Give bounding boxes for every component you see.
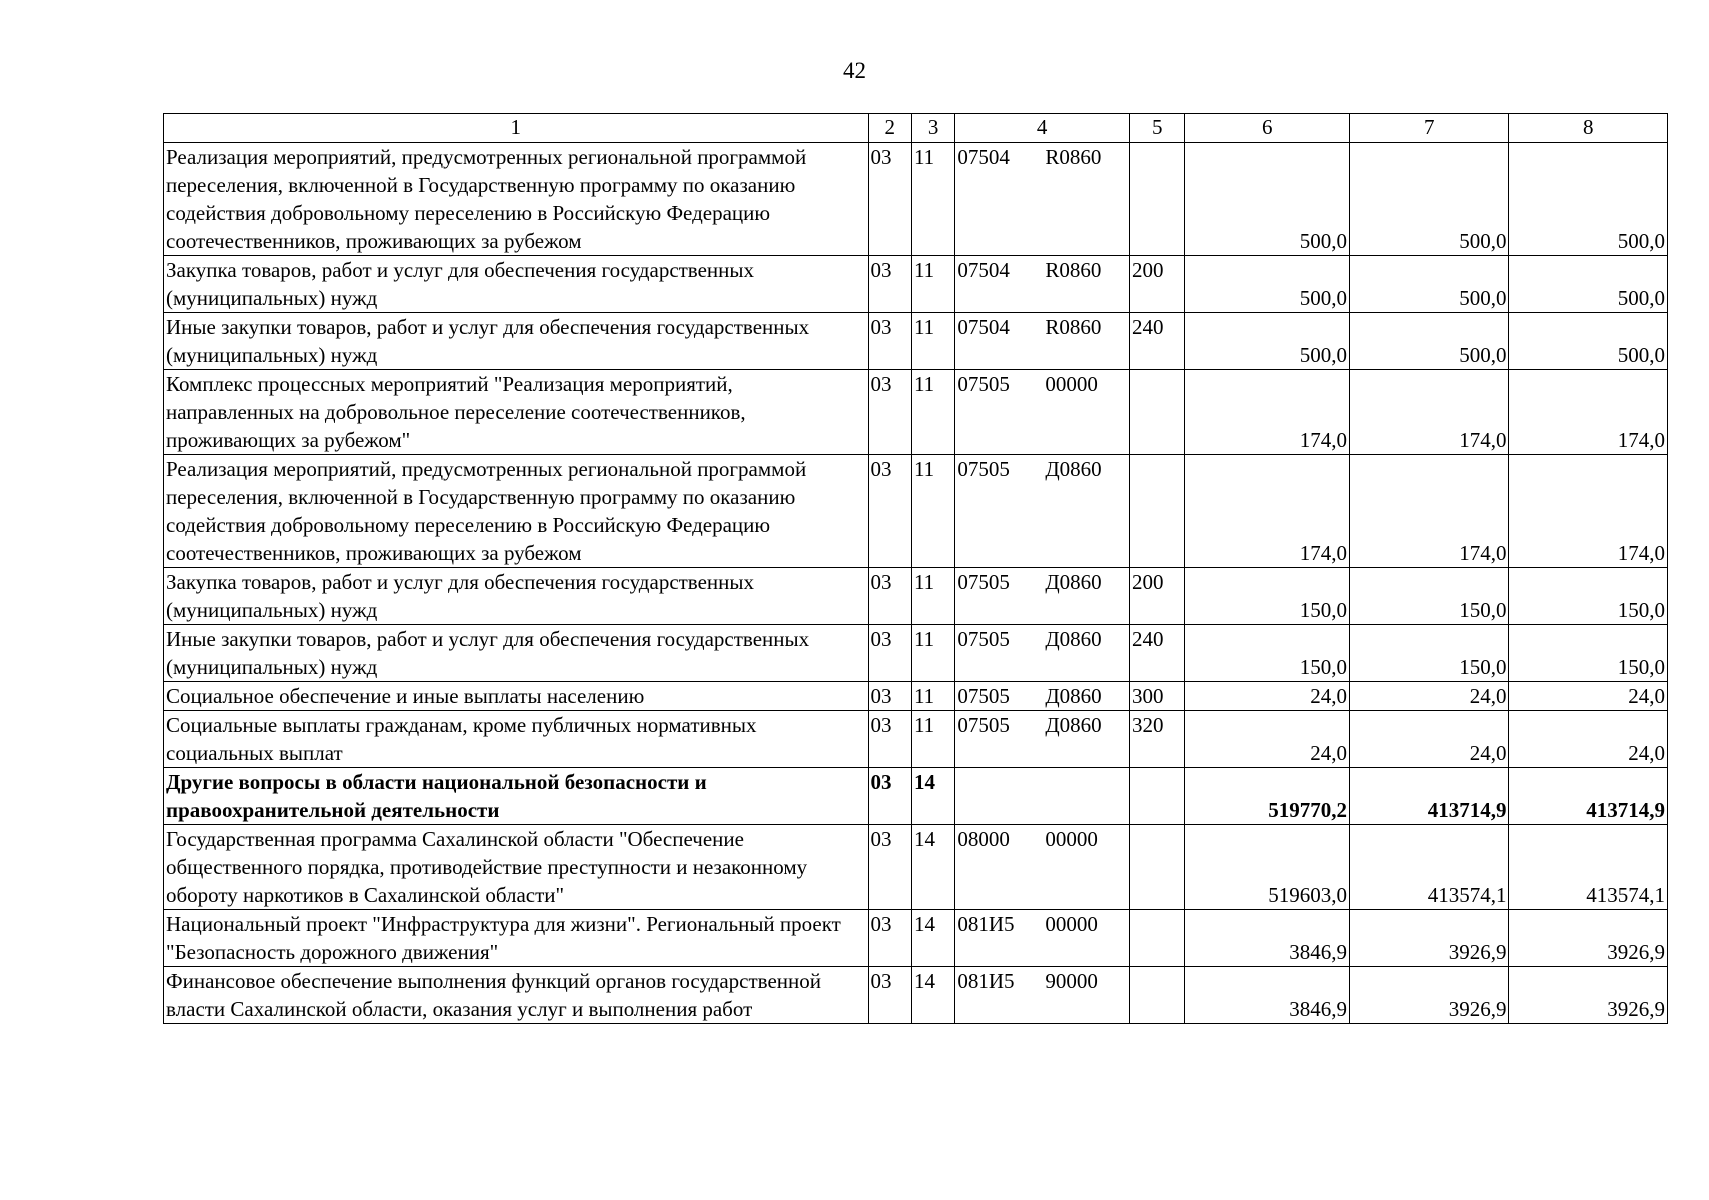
row-amount-col7: 3926,9 — [1350, 967, 1509, 1024]
row-amount-col6: 24,0 — [1185, 711, 1350, 768]
row-target-article-cell — [955, 910, 1130, 967]
row-section-cell: 03 — [868, 768, 911, 825]
row-name-cell: Реализация мероприятий, предусмотренных региональной программой переселения, включенной в Государственную программу по оказанию содействия добровольному переселению в Российскую Федерацию соотечественников, проживающих за рубежом — [164, 455, 869, 568]
row-amount-col7: 150,0 — [1350, 568, 1509, 625]
row-subsection-cell: 11 — [911, 625, 954, 682]
row-expense-type-cell — [1129, 967, 1185, 1024]
row-name-cell: Реализация мероприятий, предусмотренных региональной программой переселения, включенной в Государственную программу по оказанию содействия добровольному переселению в Российскую Федерацию соотечественников, проживающих за рубежом — [164, 143, 869, 256]
table-row — [164, 143, 1668, 256]
row-section-cell: 03 — [868, 967, 911, 1024]
row-expense-type-cell — [1129, 825, 1185, 910]
row-amount-col6: 519770,2 — [1185, 768, 1350, 825]
row-amount-col6: 500,0 — [1185, 313, 1350, 370]
row-section-cell: 03 — [868, 825, 911, 910]
row-target-article-cell — [955, 455, 1130, 568]
row-target-article-cell — [955, 967, 1130, 1024]
table-row — [164, 568, 1668, 625]
row-amount-col7: 413574,1 — [1350, 825, 1509, 910]
row-name-cell: Государственная программа Сахалинской области "Обеспечение общественного порядка, противодействие преступности и незаконному обороту наркотиков в Сахалинской области" — [164, 825, 869, 910]
row-amount-col7: 500,0 — [1350, 143, 1509, 256]
row-target-article-cell — [955, 711, 1130, 768]
row-amount-col6: 519603,0 — [1185, 825, 1350, 910]
target-article-program: 07505 — [957, 684, 1010, 708]
row-name-cell: Закупка товаров, работ и услуг для обеспечения государственных (муниципальных) нужд — [164, 256, 869, 313]
row-section-cell: 03 — [868, 711, 911, 768]
target-article-direction: 00000 — [1045, 827, 1098, 851]
row-name-cell: Социальное обеспечение и иные выплаты населению — [164, 682, 869, 711]
target-article-program: 08000 — [957, 827, 1010, 851]
target-article-direction: Д0860 — [1045, 570, 1102, 594]
target-article-direction: 90000 — [1045, 969, 1098, 993]
row-expense-type-cell — [1129, 910, 1185, 967]
row-target-article-cell — [955, 370, 1130, 455]
row-amount-col7: 174,0 — [1350, 455, 1509, 568]
row-section-cell: 03 — [868, 625, 911, 682]
target-article-direction: R0860 — [1045, 145, 1102, 169]
target-article-program: 07505 — [957, 713, 1010, 737]
header-cell: 4 — [955, 114, 1130, 143]
row-amount-col8: 24,0 — [1509, 682, 1668, 711]
target-article-program: 081И5 — [957, 969, 1015, 993]
target-article-direction: 00000 — [1045, 912, 1098, 936]
row-amount-col8: 174,0 — [1509, 370, 1668, 455]
row-target-article-cell — [955, 568, 1130, 625]
row-subsection-cell: 11 — [911, 568, 954, 625]
row-name-cell: Социальные выплаты гражданам, кроме публичных нормативных социальных выплат — [164, 711, 869, 768]
target-article-direction: 00000 — [1045, 372, 1098, 396]
row-subsection-cell: 11 — [911, 256, 954, 313]
header-cell: 6 — [1185, 114, 1350, 143]
header-cell: 8 — [1509, 114, 1668, 143]
row-amount-col8: 500,0 — [1509, 143, 1668, 256]
row-amount-col6: 174,0 — [1185, 370, 1350, 455]
row-expense-type-cell: 240 — [1129, 313, 1185, 370]
target-article-direction: Д0860 — [1045, 684, 1102, 708]
row-amount-col8: 3926,9 — [1509, 910, 1668, 967]
row-amount-col7: 3926,9 — [1350, 910, 1509, 967]
row-expense-type-cell — [1129, 455, 1185, 568]
row-amount-col8: 3926,9 — [1509, 967, 1668, 1024]
row-subsection-cell: 11 — [911, 682, 954, 711]
row-expense-type-cell: 200 — [1129, 256, 1185, 313]
row-section-cell: 03 — [868, 455, 911, 568]
row-amount-col6: 500,0 — [1185, 256, 1350, 313]
table-row — [164, 711, 1668, 768]
budget-table — [163, 113, 1668, 1024]
table-row — [164, 625, 1668, 682]
row-amount-col8: 413574,1 — [1509, 825, 1668, 910]
header-row — [164, 114, 1668, 143]
row-target-article-cell — [955, 143, 1130, 256]
table-row — [164, 313, 1668, 370]
target-article-program: 07505 — [957, 457, 1010, 481]
row-amount-col6: 150,0 — [1185, 625, 1350, 682]
table-row — [164, 825, 1668, 910]
row-expense-type-cell — [1129, 768, 1185, 825]
header-cell: 5 — [1129, 114, 1185, 143]
row-amount-col7: 500,0 — [1350, 256, 1509, 313]
row-section-cell: 03 — [868, 143, 911, 256]
row-name-cell: Другие вопросы в области национальной безопасности и правоохранительной деятельности — [164, 768, 869, 825]
header-cell: 1 — [164, 114, 869, 143]
row-expense-type-cell: 200 — [1129, 568, 1185, 625]
row-amount-col7: 500,0 — [1350, 313, 1509, 370]
row-subsection-cell: 11 — [911, 711, 954, 768]
row-section-cell: 03 — [868, 313, 911, 370]
row-section-cell: 03 — [868, 910, 911, 967]
row-amount-col7: 174,0 — [1350, 370, 1509, 455]
table-row — [164, 910, 1668, 967]
target-article-program: 07505 — [957, 627, 1010, 651]
target-article-program: 07504 — [957, 315, 1010, 339]
table-row — [164, 455, 1668, 568]
row-subsection-cell: 14 — [911, 910, 954, 967]
target-article-direction: Д0860 — [1045, 627, 1102, 651]
table-row — [164, 967, 1668, 1024]
header-cell: 3 — [911, 114, 954, 143]
row-amount-col8: 413714,9 — [1509, 768, 1668, 825]
row-subsection-cell: 14 — [911, 768, 954, 825]
row-expense-type-cell — [1129, 143, 1185, 256]
table-row — [164, 768, 1668, 825]
row-amount-col6: 174,0 — [1185, 455, 1350, 568]
row-amount-col8: 174,0 — [1509, 455, 1668, 568]
row-amount-col6: 3846,9 — [1185, 967, 1350, 1024]
row-amount-col6: 500,0 — [1185, 143, 1350, 256]
table-row — [164, 370, 1668, 455]
row-name-cell: Финансовое обеспечение выполнения функций органов государственной власти Сахалинской области, оказания услуг и выполнения работ — [164, 967, 869, 1024]
row-amount-col7: 150,0 — [1350, 625, 1509, 682]
table-row — [164, 682, 1668, 711]
row-amount-col8: 24,0 — [1509, 711, 1668, 768]
row-subsection-cell: 11 — [911, 143, 954, 256]
target-article-program: 081И5 — [957, 912, 1015, 936]
row-amount-col8: 150,0 — [1509, 568, 1668, 625]
row-amount-col7: 24,0 — [1350, 682, 1509, 711]
row-section-cell: 03 — [868, 682, 911, 711]
row-subsection-cell: 14 — [911, 967, 954, 1024]
table-row — [164, 256, 1668, 313]
row-subsection-cell: 11 — [911, 370, 954, 455]
row-subsection-cell: 11 — [911, 313, 954, 370]
target-article-program: 07504 — [957, 258, 1010, 282]
row-expense-type-cell: 320 — [1129, 711, 1185, 768]
target-article-direction: R0860 — [1045, 258, 1102, 282]
row-target-article-cell — [955, 825, 1130, 910]
page-number: 42 — [843, 58, 866, 83]
row-target-article-cell — [955, 768, 1130, 825]
row-amount-col6: 24,0 — [1185, 682, 1350, 711]
row-target-article-cell — [955, 256, 1130, 313]
target-article-program: 07505 — [957, 372, 1010, 396]
row-amount-col7: 413714,9 — [1350, 768, 1509, 825]
row-expense-type-cell: 300 — [1129, 682, 1185, 711]
row-section-cell: 03 — [868, 568, 911, 625]
row-amount-col7: 24,0 — [1350, 711, 1509, 768]
row-amount-col8: 500,0 — [1509, 256, 1668, 313]
row-section-cell: 03 — [868, 370, 911, 455]
row-subsection-cell: 11 — [911, 455, 954, 568]
row-name-cell: Комплекс процессных мероприятий "Реализация мероприятий, направленных на добровольное переселение соотечественников, проживающих за рубежом" — [164, 370, 869, 455]
row-expense-type-cell — [1129, 370, 1185, 455]
target-article-direction: Д0860 — [1045, 713, 1102, 737]
row-amount-col8: 150,0 — [1509, 625, 1668, 682]
header-cell: 2 — [868, 114, 911, 143]
row-target-article-cell — [955, 313, 1130, 370]
row-name-cell: Закупка товаров, работ и услуг для обеспечения государственных (муниципальных) нужд — [164, 568, 869, 625]
row-target-article-cell — [955, 625, 1130, 682]
row-section-cell: 03 — [868, 256, 911, 313]
target-article-direction: Д0860 — [1045, 457, 1102, 481]
row-expense-type-cell: 240 — [1129, 625, 1185, 682]
row-name-cell: Иные закупки товаров, работ и услуг для обеспечения государственных (муниципальных) нужд — [164, 625, 869, 682]
row-target-article-cell — [955, 682, 1130, 711]
row-name-cell: Иные закупки товаров, работ и услуг для обеспечения государственных (муниципальных) нужд — [164, 313, 869, 370]
row-amount-col8: 500,0 — [1509, 313, 1668, 370]
row-subsection-cell: 14 — [911, 825, 954, 910]
row-amount-col6: 3846,9 — [1185, 910, 1350, 967]
row-amount-col6: 150,0 — [1185, 568, 1350, 625]
header-cell: 7 — [1350, 114, 1509, 143]
row-name-cell: Национальный проект "Инфраструктура для жизни". Региональный проект "Безопасность дорожного движения" — [164, 910, 869, 967]
target-article-program: 07504 — [957, 145, 1010, 169]
target-article-direction: R0860 — [1045, 315, 1102, 339]
target-article-program: 07505 — [957, 570, 1010, 594]
